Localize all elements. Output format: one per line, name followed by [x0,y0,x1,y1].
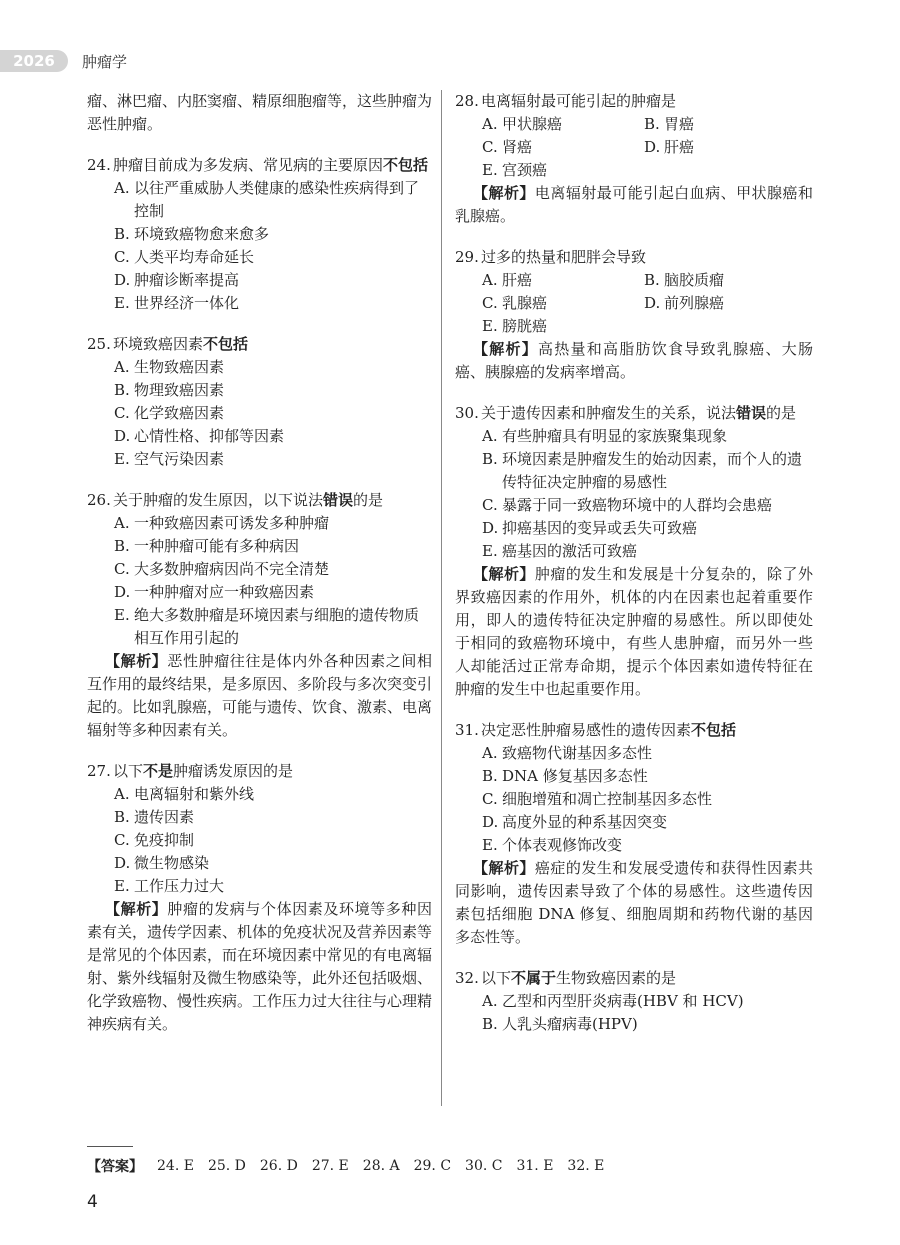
answer-item: 30. C [465,1158,503,1174]
question-30 [455,402,813,701]
year-tab: 2026 [0,50,68,72]
question-31 [455,719,813,949]
option-b: B. DNA 修复基因多态性 [482,767,648,785]
question-stem: 关于肿瘤的发生原因，以下说法错误的是 [113,491,384,509]
question-number: 29. [455,248,479,266]
option-e: E. 世界经济一体化 [114,294,240,312]
answer-item: 24. E [157,1158,194,1174]
option-b: B. 物理致癌因素 [114,381,225,399]
option-a: A. 乙型和丙型肝炎病毒(HBV 和 HCV) [482,992,744,1010]
option-e: E. 工作压力过大 [114,877,225,895]
emphasis: 不包括 [383,156,429,174]
question-stem: 决定恶性肿瘤易感性的遗传因素不包括 [481,721,737,739]
option-c: C. 人类平均寿命延长 [114,248,255,266]
question-stem: 肿瘤目前成为多发病、常见病的主要原因不包括 [113,156,429,174]
question-number: 24. [87,156,111,174]
analysis: 【解析】恶性肿瘤往往是体内外各种因素之间相互作用的最终结果，是多原因、多阶段与多次突变引起的。比如乳腺癌，可能与遗传、饮食、激素、电离辐射等多种因素有关。 [87,652,433,739]
analysis: 【解析】高热量和高脂肪饮食导致乳腺癌、大肠癌、胰腺癌的发病率增高。 [455,340,813,381]
question-stem: 以下不属于生物致癌因素的是 [481,969,677,987]
option-a: A. 有些肿瘤具有明显的家族聚集现象 [482,427,728,445]
option-a: A. 电离辐射和紫外线 [114,785,255,803]
answer-item: 29. C [413,1158,452,1174]
option-c: C. 免疫抑制 [114,831,195,849]
option-d: D. 一种肿瘤对应一种致癌因素 [114,583,315,601]
question-stem: 电离辐射最可能引起的肿瘤是 [481,92,677,110]
question-28 [455,90,813,228]
emphasis: 错误 [736,404,767,422]
question-stem: 环境致癌因素不包括 [113,335,249,353]
page-number: 4 [87,1192,98,1212]
option-b: B. 脑胶质瘤 [644,271,725,289]
right-column [455,90,813,1036]
question-stem: 以下不是肿瘤诱发原因的是 [113,762,294,780]
footnote-rule [87,1146,133,1147]
continued-text: 瘤、淋巴瘤、内胚窦瘤、精原细胞瘤等，这些肿瘤为恶性肿瘤。 [87,92,433,133]
question-number: 28. [455,92,479,110]
option-c: C. 肾癌 [482,138,533,156]
answer-key-label: 【答案】 [87,1159,143,1175]
question-number: 32. [455,969,479,987]
analysis: 【解析】电离辐射最可能引起白血病、甲状腺癌和乳腺癌。 [455,184,813,225]
question-number: 27. [87,762,111,780]
option-d: D. 前列腺癌 [644,294,725,312]
question-stem: 关于遗传因素和肿瘤发生的关系，说法错误的是 [481,404,797,422]
analysis: 【解析】癌症的发生和发展受遗传和获得性因素共同影响，遗传因素导致了个体的易感性。这些遗传因素包括细胞 DNA 修复、细胞周期和药物代谢的基因多态性等。 [455,859,813,946]
option-b: B. 人乳头瘤病毒(HPV) [482,1015,638,1033]
option-b: B. 环境因素是肿瘤发生的始动因素，而个人的遗传特征决定肿瘤的易感性 [482,450,803,491]
option-a: A. 甲状腺癌 [482,115,563,133]
answer-item: 25. D [207,1158,246,1174]
answer-item: 28. A [362,1158,400,1174]
option-d: D. 微生物感染 [114,854,210,872]
option-a: A. 一种致癌因素可诱发多种肿瘤 [114,514,330,532]
question-24 [87,154,432,315]
answer-key [87,1156,618,1176]
option-b: B. 胃癌 [644,115,695,133]
option-c: C. 大多数肿瘤病因尚不完全清楚 [114,560,330,578]
option-b: B. 遗传因素 [114,808,195,826]
option-a: A. 以往严重威胁人类健康的感染性疾病得到了控制 [114,179,420,220]
option-c: C. 细胞增殖和凋亡控制基因多态性 [482,790,713,808]
option-e: E. 空气污染因素 [114,450,225,468]
question-25 [87,333,432,471]
option-d: D. 高度外显的种系基因突变 [482,813,668,831]
option-b: B. 一种肿瘤可能有多种病因 [114,537,300,555]
option-c: C. 化学致癌因素 [114,404,225,422]
option-e: E. 膀胱癌 [482,317,548,335]
answer-item: 26. D [259,1158,298,1174]
option-d: D. 心情性格、抑郁等因素 [114,427,285,445]
option-c: C. 暴露于同一致癌物环境中的人群均会患癌 [482,496,773,514]
question-26 [87,489,432,742]
question-number: 25. [87,335,111,353]
answer-item: 31. E [516,1158,554,1174]
option-d: D. 肝癌 [644,138,695,156]
option-d: D. 抑癌基因的变异或丢失可致癌 [482,519,698,537]
answer-item: 27. E [311,1158,349,1174]
option-e: E. 绝大多数肿瘤是环境因素与细胞的遗传物质相互作用引起的 [114,606,420,647]
emphasis: 不包括 [691,721,737,739]
question-27 [87,760,432,1036]
option-b: B. 环境致癌物愈来愈多 [114,225,270,243]
question-number: 31. [455,721,479,739]
option-a: A. 生物致癌因素 [114,358,225,376]
left-column [87,90,432,1036]
column-divider [441,90,442,1106]
question-number: 26. [87,491,111,509]
option-a: A. 肝癌 [482,271,533,289]
page-header [0,50,127,72]
emphasis: 不包括 [203,335,249,353]
subject-title: 肿瘤学 [82,52,128,71]
answer-item: 32. E [567,1158,605,1174]
option-d: D. 肿瘤诊断率提高 [114,271,240,289]
question-stem: 过多的热量和肥胖会导致 [481,248,647,266]
option-a: A. 致癌物代谢基因多态性 [482,744,653,762]
analysis: 【解析】肿瘤的发病与个体因素及环境等多种因素有关，遗传学因素、机体的免疫状况及营养因素等是常见的个体因素，而在环境因素中常见的有电离辐射、紫外线辐射及微生物感染等，此外还包括吸烟、化学致癌物、慢性疾病。工作压力过大往往与心理精神疾病有关。 [87,900,433,1033]
option-e: E. 个体表观修饰改变 [482,836,623,854]
option-e: E. 宫颈癌 [482,161,548,179]
option-e: E. 癌基因的激活可致癌 [482,542,638,560]
emphasis: 错误 [323,491,354,509]
question-29 [455,246,813,384]
option-c: C. 乳腺癌 [482,294,548,312]
question-number: 30. [455,404,479,422]
emphasis: 不是 [143,762,174,780]
question-32 [455,967,813,1036]
analysis: 【解析】肿瘤的发生和发展是十分复杂的，除了外界致癌因素的作用外，机体的内在因素也起着重要作用，即人的遗传特征决定肿瘤的易感性。所以即使处于相同的致癌物环境中，有些人患肿瘤，而另外一些人却能活过正常寿命期，提示个体因素如遗传特征在肿瘤的发生中也起重要作用。 [455,565,813,698]
emphasis: 不属于 [511,969,557,987]
